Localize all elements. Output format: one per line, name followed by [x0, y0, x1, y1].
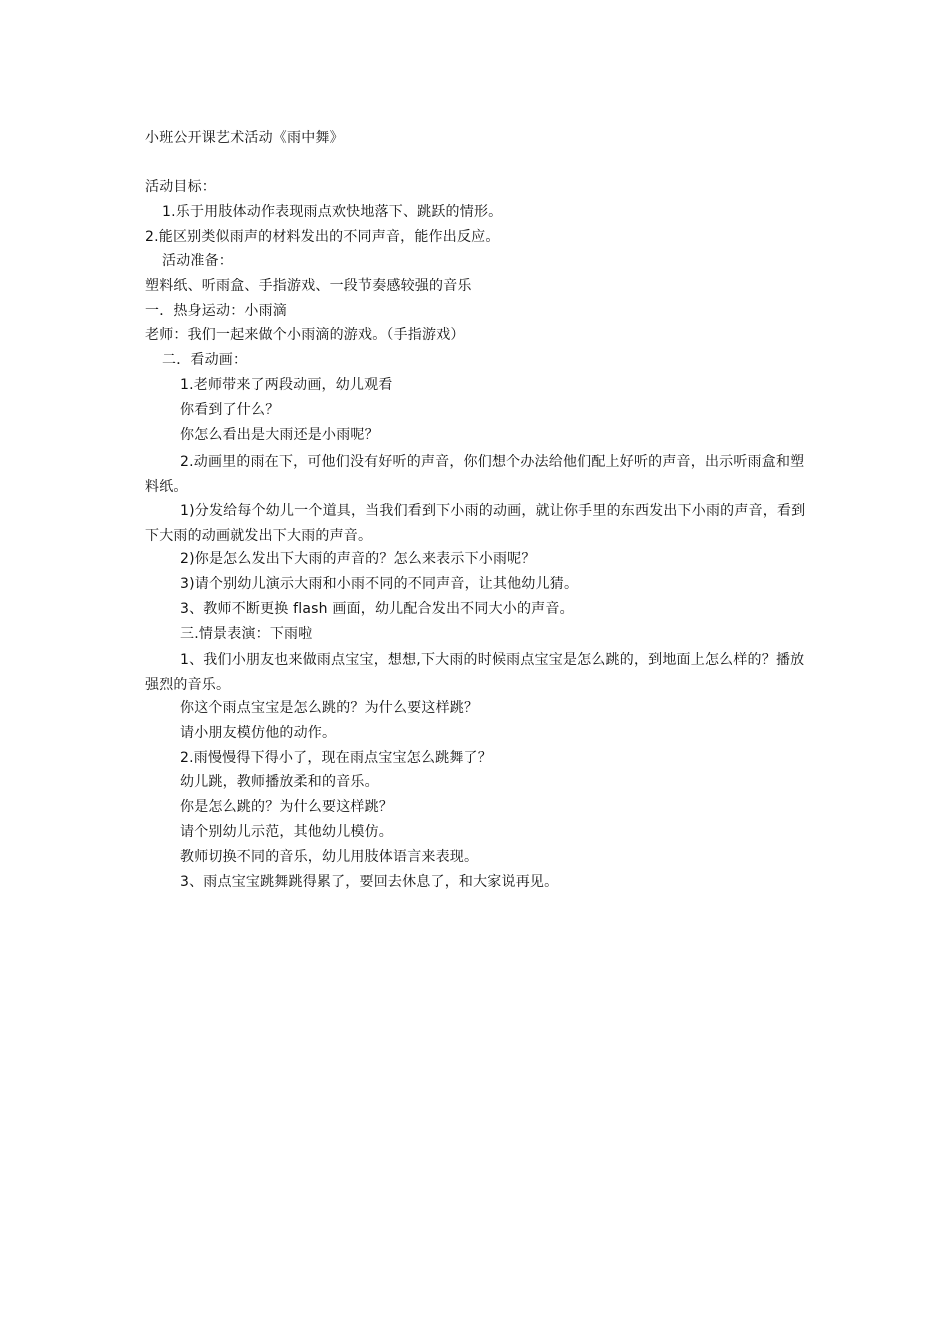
step2-question-2: 你怎么看出是大雨还是小雨呢？	[180, 427, 379, 443]
prep-items: 塑料纸、听雨盒、手指游戏、一段节奏感较强的音乐	[145, 278, 472, 294]
step2-question-1: 你看到了什么？	[180, 402, 280, 418]
step3-question-1: 你这个雨点宝宝是怎么跳的？为什么要这样跳？	[180, 700, 479, 716]
step2-subitem-2: 2)你是怎么发出下大雨的声音的？怎么来表示下小雨呢？	[180, 551, 536, 567]
goals-heading: 活动目标：	[145, 179, 216, 195]
step3-item-2: 2.雨慢慢得下得小了，现在雨点宝宝怎么跳舞了？	[180, 750, 492, 766]
step3-item-3: 3、雨点宝宝跳舞跳得累了，要回去休息了，和大家说再见。	[180, 874, 559, 890]
step3-note-b: 你是怎么跳的？为什么要这样跳？	[180, 799, 393, 815]
goal-item-1: 1.乐于用肢体动作表现雨点欢快地落下、跳跃的情形。	[162, 204, 503, 220]
step3-heading: 三.情景表演：下雨啦	[180, 626, 313, 642]
step2-subitem-1: 1)分发给每个幼儿一个道具，当我们看到下小雨的动画，就让你手里的东西发出下小雨的声音，看到下大雨的动画就发出下大雨的声音。	[145, 503, 806, 544]
step2-heading: 二．看动画：	[162, 352, 248, 368]
step1-heading: 一．热身运动：小雨滴	[145, 303, 287, 319]
step3-note-a: 幼儿跳，教师播放柔和的音乐。	[180, 774, 379, 790]
step2-item-2: 2.动画里的雨在下，可他们没有好听的声音，你们想个办法给他们配上好听的声音，出示听雨盒和塑料纸。	[145, 454, 805, 495]
step3-question-2: 请小朋友模仿他的动作。	[180, 725, 337, 741]
step2-item-1: 1.老师带来了两段动画，幼儿观看	[180, 377, 393, 393]
prep-heading: 活动准备：	[162, 253, 233, 269]
goal-item-2: 2.能区别类似雨声的材料发出的不同声音，能作出反应。	[145, 229, 500, 245]
step1-text: 老师：我们一起来做个小雨滴的游戏。（手指游戏）	[145, 327, 465, 343]
step2-subitem-3: 3)请个别幼儿演示大雨和小雨不同的不同声音，让其他幼儿猜。	[180, 576, 579, 592]
document-title: 小班公开课艺术活动《雨中舞》	[145, 130, 344, 146]
step3-note-d: 教师切换不同的音乐，幼儿用肢体语言来表现。	[180, 849, 479, 865]
step2-item-3: 3、教师不断更换 flash 画面，幼儿配合发出不同大小的声音。	[180, 601, 574, 617]
step3-item-1: 1、我们小朋友也来做雨点宝宝，想想,下大雨的时候雨点宝宝是怎么跳的，到地面上怎么样的？播放强烈的音乐。	[145, 652, 805, 693]
step3-note-c: 请个别幼儿示范，其他幼儿模仿。	[180, 824, 393, 840]
